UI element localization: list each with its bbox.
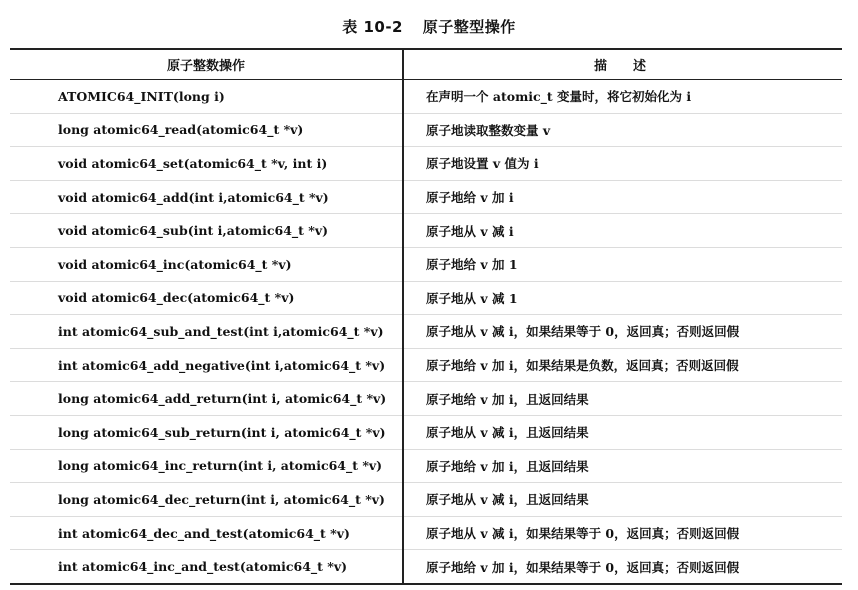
description-cell: 原子地给 v 加 i，如果结果是负数，返回真；否则返回假 [403,348,842,382]
description-cell: 原子地读取整数变量 v [403,113,842,147]
table-row [10,281,842,315]
column-header-operation: 原子整数操作 [10,49,403,80]
table-title: 原子整型操作 [422,18,516,36]
column-header-description: 描述 [403,49,842,80]
description-cell: 原子地从 v 减 i，且返回结果 [403,415,842,449]
table-row [10,180,842,214]
table-row [10,449,842,483]
description-cell: 原子地从 v 减 i [403,214,842,248]
operation-cell: long atomic64_add_return(int i, atomic64_t *v) [10,382,403,416]
table-row [10,214,842,248]
atomic-operations-table [10,48,842,585]
operation-cell: int atomic64_inc_and_test(atomic64_t *v) [10,550,403,584]
description-cell: 原子地从 v 减 1 [403,281,842,315]
table-number: 表 10-2 [342,18,403,36]
table-header-row [10,49,842,80]
table-row [10,483,842,517]
table-row [10,382,842,416]
operation-cell: int atomic64_sub_and_test(int i,atomic64_t *v) [10,315,403,349]
operation-cell: void atomic64_inc(atomic64_t *v) [10,247,403,281]
table-row [10,315,842,349]
description-cell: 在声明一个 atomic_t 变量时，将它初始化为 i [403,80,842,114]
operation-cell: void atomic64_sub(int i,atomic64_t *v) [10,214,403,248]
description-cell: 原子地给 v 加 i，且返回结果 [403,382,842,416]
table-row [10,415,842,449]
table-row [10,550,842,584]
operation-cell: long atomic64_read(atomic64_t *v) [10,113,403,147]
operation-cell: int atomic64_dec_and_test(atomic64_t *v) [10,516,403,550]
operation-cell: long atomic64_dec_return(int i, atomic64_t *v) [10,483,403,517]
operation-cell: long atomic64_sub_return(int i, atomic64_t *v) [10,415,403,449]
table-row [10,516,842,550]
description-cell: 原子地从 v 减 i，如果结果等于 0，返回真；否则返回假 [403,516,842,550]
description-cell: 原子地给 v 加 i [403,180,842,214]
table-row [10,113,842,147]
table-row [10,348,842,382]
table-caption [0,16,858,37]
description-cell: 原子地从 v 减 i，如果结果等于 0，返回真；否则返回假 [403,315,842,349]
operation-cell: void atomic64_add(int i,atomic64_t *v) [10,180,403,214]
table-row [10,147,842,181]
table-row [10,247,842,281]
operation-cell: ATOMIC64_INIT(long i) [10,80,403,114]
operation-cell: long atomic64_inc_return(int i, atomic64_t *v) [10,449,403,483]
operation-cell: int atomic64_add_negative(int i,atomic64_t *v) [10,348,403,382]
operation-cell: void atomic64_set(atomic64_t *v, int i) [10,147,403,181]
description-cell: 原子地给 v 加 1 [403,247,842,281]
description-cell: 原子地给 v 加 i，如果结果等于 0，返回真；否则返回假 [426,559,740,575]
description-cell: 原子地给 v 加 i，且返回结果 [403,449,842,483]
description-cell: 原子地从 v 减 i，且返回结果 [403,483,842,517]
table-row [10,80,842,114]
operation-cell: void atomic64_dec(atomic64_t *v) [10,281,403,315]
description-cell: 原子地设置 v 值为 i [403,147,842,181]
